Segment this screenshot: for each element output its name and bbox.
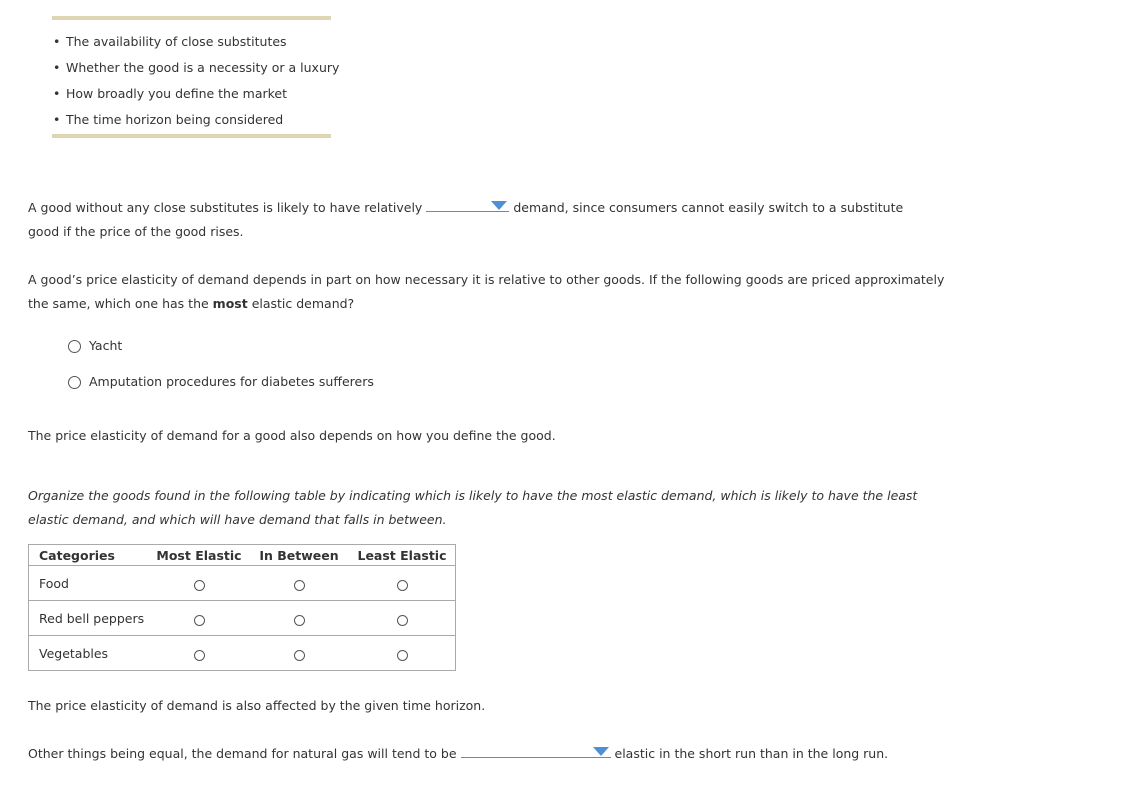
header-categories: Categories — [29, 545, 150, 566]
chevron-down-icon — [491, 201, 507, 210]
q2-option-label: Yacht — [89, 338, 123, 353]
radio-peppers-most-elastic[interactable] — [194, 615, 205, 626]
radio-vegetables-most-elastic[interactable] — [194, 650, 205, 661]
radio-button[interactable] — [68, 340, 81, 353]
header-in-between: In Between — [249, 545, 349, 566]
q4-intro: The price elasticity of demand is also affected by the given time horizon. — [28, 698, 486, 713]
row-label-vegetables: Vegetables — [29, 636, 150, 671]
determinant-item: • How broadly you define the market — [52, 84, 339, 110]
header-least-elastic: Least Elastic — [349, 545, 456, 566]
elasticity-table — [28, 544, 456, 671]
determinant-item: • Whether the good is a necessity or a luxury — [52, 58, 339, 84]
chevron-down-icon — [593, 747, 609, 756]
radio-button[interactable] — [68, 376, 81, 389]
radio-food-least-elastic[interactable] — [397, 580, 408, 591]
q2-text-after: elastic demand? — [251, 296, 355, 311]
q2-option-yacht[interactable] — [68, 336, 122, 356]
table-header-row — [29, 545, 456, 566]
header-most-elastic: Most Elastic — [149, 545, 249, 566]
determinant-item: • The availability of close substitutes — [52, 32, 339, 58]
radio-peppers-least-elastic[interactable] — [397, 615, 408, 626]
q2-option-label: Amputation procedures for diabetes sufferers — [89, 374, 374, 389]
q1-text-before: A good without any close substitutes is likely to have relatively — [28, 200, 423, 215]
q1-text-after: demand, since consumers cannot easily switch to a substitute good if the price of the good rises. — [28, 200, 904, 239]
row-label-red-bell-peppers: Red bell peppers — [29, 601, 150, 636]
determinant-item: • The time horizon being considered — [52, 110, 339, 136]
q1-dropdown[interactable] — [426, 196, 509, 212]
q4-text-after: elastic in the short run than in the long run. — [614, 746, 889, 761]
radio-peppers-in-between[interactable] — [294, 615, 305, 626]
q2-bold-most: most — [212, 296, 248, 311]
q4-text-before: Other things being equal, the demand for natural gas will tend to be — [28, 746, 457, 761]
q1-question — [28, 196, 938, 244]
radio-vegetables-in-between[interactable] — [294, 650, 305, 661]
table-row — [29, 566, 456, 601]
q2-question — [28, 268, 948, 316]
q4-question — [28, 742, 888, 766]
q4-dropdown[interactable] — [461, 742, 611, 758]
radio-food-most-elastic[interactable] — [194, 580, 205, 591]
q3-intro: The price elasticity of demand for a good also depends on how you define the good. — [28, 428, 556, 443]
determinants-list — [52, 32, 339, 136]
row-label-food: Food — [29, 566, 150, 601]
q2-option-amputation[interactable] — [68, 372, 374, 392]
radio-vegetables-least-elastic[interactable] — [397, 650, 408, 661]
determinants-box — [52, 16, 340, 138]
q3-instructions: Organize the goods found in the following table by indicating which is likely to have the most elastic demand, which is likely to have the least elastic demand, and which will have demand that falls in between. — [28, 488, 918, 527]
table-row — [29, 601, 456, 636]
table-row — [29, 636, 456, 671]
q2-text-before: A good’s price elasticity of demand depends in part on how necessary it is relative to other goods. If the following goods are priced approximately the same, which one has the — [28, 272, 945, 311]
radio-food-in-between[interactable] — [294, 580, 305, 591]
